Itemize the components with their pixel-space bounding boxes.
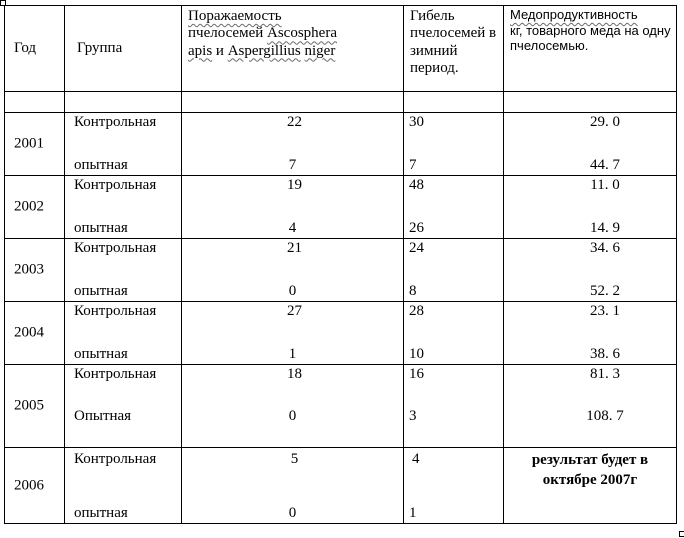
infection-cell	[182, 176, 404, 239]
honey-experimental: 52. 2	[590, 282, 620, 299]
results-table	[4, 5, 677, 524]
infection-experimental: 1	[288, 345, 297, 362]
header-infection-w2: пчелосемей	[188, 25, 268, 42]
infection-cell	[182, 302, 404, 365]
group-control: Контрольная	[74, 366, 157, 382]
honey-control: 81. 3	[590, 366, 620, 382]
infection-cell	[182, 448, 404, 524]
infection-experimental: 4	[288, 219, 297, 236]
infection-cell	[182, 113, 404, 176]
header-honey-w1: Медопродуктивность	[510, 7, 638, 22]
group-cell	[65, 113, 182, 176]
honey-experimental: 108. 7	[586, 407, 624, 424]
honey-experimental: 14. 9	[590, 219, 620, 236]
loss-control: 30	[409, 114, 424, 130]
honey-experimental: 44. 7	[590, 156, 620, 173]
honey-control: 34. 6	[590, 240, 620, 256]
infection-experimental: 0	[288, 407, 297, 424]
header-infection-w8: niger	[304, 42, 336, 59]
group-experimental: опытная	[74, 156, 128, 173]
header-year: Год	[5, 6, 65, 92]
group-control: Контрольная	[74, 451, 157, 467]
infection-experimental: 0	[288, 504, 297, 521]
loss-control: 16	[409, 366, 424, 382]
loss-experimental: 8	[409, 282, 417, 299]
honey-cell	[504, 176, 677, 239]
loss-cell	[404, 365, 504, 448]
year-cell	[5, 176, 65, 239]
loss-cell	[404, 302, 504, 365]
group-control: Контрольная	[74, 303, 157, 319]
honey-control: 11. 0	[590, 177, 620, 193]
infection-control: 27	[287, 303, 302, 319]
loss-experimental: 26	[409, 219, 424, 236]
year-value: 2005	[14, 397, 44, 414]
table-row	[5, 302, 677, 365]
year-value: 2003	[14, 261, 44, 278]
header-infection-w4: apis	[188, 42, 213, 59]
group-experimental: опытная	[74, 345, 128, 362]
table-resize-handle[interactable]	[679, 531, 684, 537]
year-value: 2006	[14, 476, 44, 493]
year-cell	[5, 239, 65, 302]
infection-control: 5	[290, 451, 299, 467]
honey-cell	[504, 113, 677, 176]
honey-cell	[504, 239, 677, 302]
infection-control: 22	[287, 114, 302, 130]
header-infection-w6: Aspergillius	[227, 42, 301, 59]
group-cell	[65, 176, 182, 239]
infection-control: 19	[287, 177, 302, 193]
infection-experimental: 0	[288, 282, 297, 299]
header-honey	[504, 6, 677, 92]
honey-pending-note: результат будет в октябре 2007г	[531, 452, 649, 488]
header-infection-w1: Поражаемость	[188, 8, 282, 24]
year-cell	[5, 302, 65, 365]
year-value: 2001	[14, 135, 44, 152]
group-cell	[65, 365, 182, 448]
group-control: Контрольная	[74, 177, 157, 193]
year-cell	[5, 448, 65, 524]
header-group: Группа	[65, 6, 182, 92]
loss-control: 4	[412, 451, 420, 467]
loss-cell	[404, 448, 504, 524]
header-row	[5, 6, 677, 92]
infection-control: 21	[287, 240, 302, 256]
loss-cell	[404, 113, 504, 176]
group-control: Контрольная	[74, 240, 157, 256]
year-value: 2004	[14, 324, 44, 341]
loss-control: 28	[409, 303, 424, 319]
header-infection	[182, 6, 404, 92]
honey-cell	[504, 365, 677, 448]
header-loss: Гибель пчелосемей в зимний период.	[404, 6, 504, 92]
group-cell	[65, 448, 182, 524]
loss-control: 48	[409, 177, 424, 193]
year-cell	[5, 113, 65, 176]
year-cell	[5, 365, 65, 448]
table-row	[5, 113, 677, 176]
loss-cell	[404, 176, 504, 239]
header-infection-w3: Ascosphera	[267, 25, 337, 42]
loss-cell	[404, 239, 504, 302]
honey-experimental: 38. 6	[590, 345, 620, 362]
header-honey-rest: кг, товарного меда на одну пчелосемью.	[510, 22, 671, 54]
infection-control: 18	[287, 366, 302, 382]
loss-experimental: 7	[409, 156, 417, 173]
table-row	[5, 365, 677, 448]
loss-experimental: 10	[409, 345, 424, 362]
group-experimental: опытная	[74, 219, 128, 236]
loss-control: 24	[409, 240, 424, 256]
group-experimental: Опытная	[74, 407, 132, 424]
infection-experimental: 7	[288, 156, 297, 173]
year-value: 2002	[14, 198, 44, 215]
infection-cell	[182, 239, 404, 302]
group-cell	[65, 302, 182, 365]
table-row	[5, 239, 677, 302]
group-experimental: опытная	[74, 504, 128, 521]
header-infection-w5: и	[212, 42, 228, 59]
honey-cell	[504, 448, 677, 524]
honey-cell	[504, 302, 677, 365]
loss-experimental: 3	[409, 407, 417, 424]
infection-cell	[182, 365, 404, 448]
group-cell	[65, 239, 182, 302]
honey-control: 23. 1	[590, 303, 620, 319]
group-control: Контрольная	[74, 114, 157, 130]
group-experimental: опытная	[74, 282, 128, 299]
table-row	[5, 176, 677, 239]
loss-experimental: 1	[409, 504, 417, 521]
blank-row	[5, 92, 677, 113]
table-row	[5, 448, 677, 524]
honey-control: 29. 0	[590, 114, 620, 130]
